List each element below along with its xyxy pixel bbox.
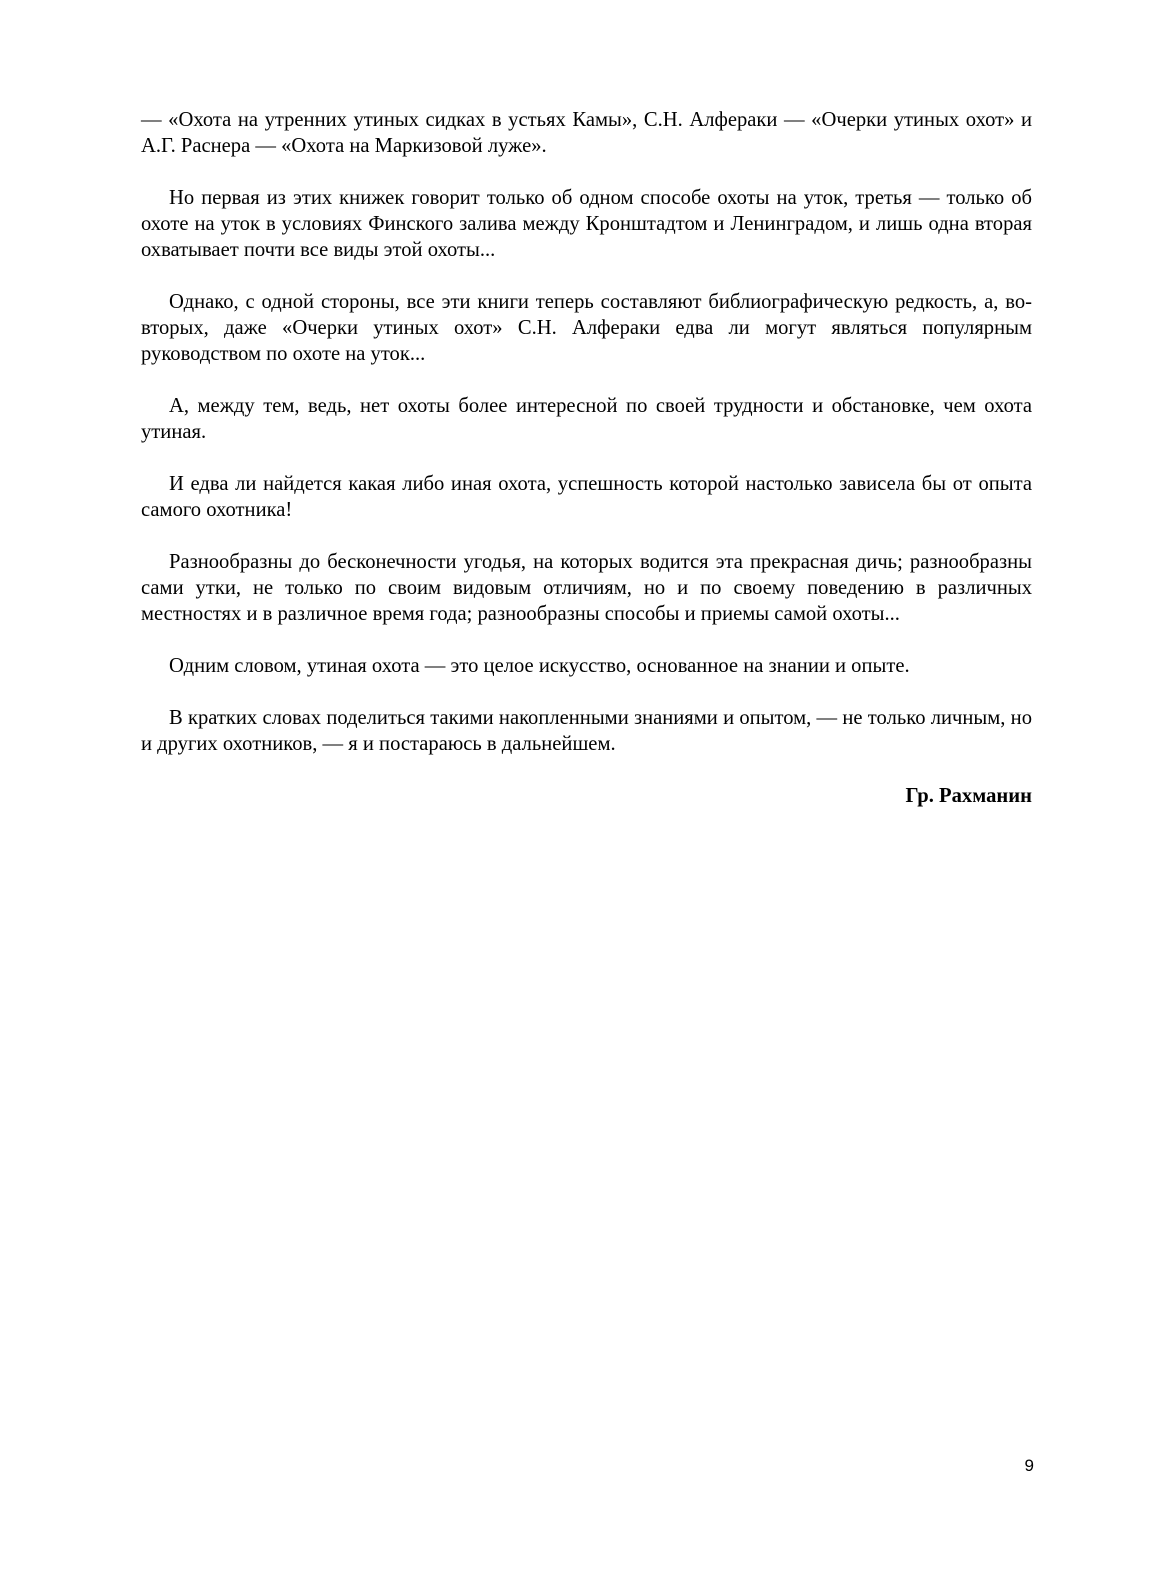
- paragraph: Но первая из этих книжек говорит только об одном способе охоты на уток, третья — только об охоте на уток в условиях Финского залива между Кронштадтом и Ленинградом, и лишь одна вторая охватывает почти все виды этой охоты...: [141, 187, 1032, 261]
- body-text: [141, 107, 1032, 809]
- paragraph: В кратких словах поделиться такими накопленными знаниями и опытом, — не только личным, но и других охотников, — я и постараюсь в дальнейшем.: [141, 707, 1032, 755]
- paragraph: И едва ли найдется какая либо иная охота, успешность которой настолько зависела бы от опыта самого охотника!: [141, 473, 1032, 521]
- paragraph: Разнообразны до бесконечности угодья, на которых водится эта прекрасная дичь; разнообразны сами утки, не только по своим видовым отличиям, но и по своему поведению в различных местностях и в различное время года; разнообразны способы и приемы самой охоты...: [141, 551, 1032, 625]
- author-signature: Гр. Рахманин: [905, 785, 1032, 807]
- paragraph: — «Охота на утренних утиных сидках в устьях Камы», С.Н. Алфераки — «Очерки утиных охот» и А.Г. Раснера — «Охота на Маркизовой луже».: [141, 109, 1032, 157]
- paragraph: А, между тем, ведь, нет охоты более интересной по своей трудности и обстановке, чем охота утиная.: [141, 395, 1032, 443]
- paragraph: Одним словом, утиная охота — это целое искусство, основанное на знании и опыте.: [169, 655, 910, 677]
- paragraph: Однако, с одной стороны, все эти книги теперь составляют библиографическую редкость, а, во-вторых, даже «Очерки утиных охот» С.Н. Алфераки едва ли могут являться популярным руководством по охоте на уток...: [141, 291, 1032, 365]
- page-number: 9: [1024, 1456, 1034, 1475]
